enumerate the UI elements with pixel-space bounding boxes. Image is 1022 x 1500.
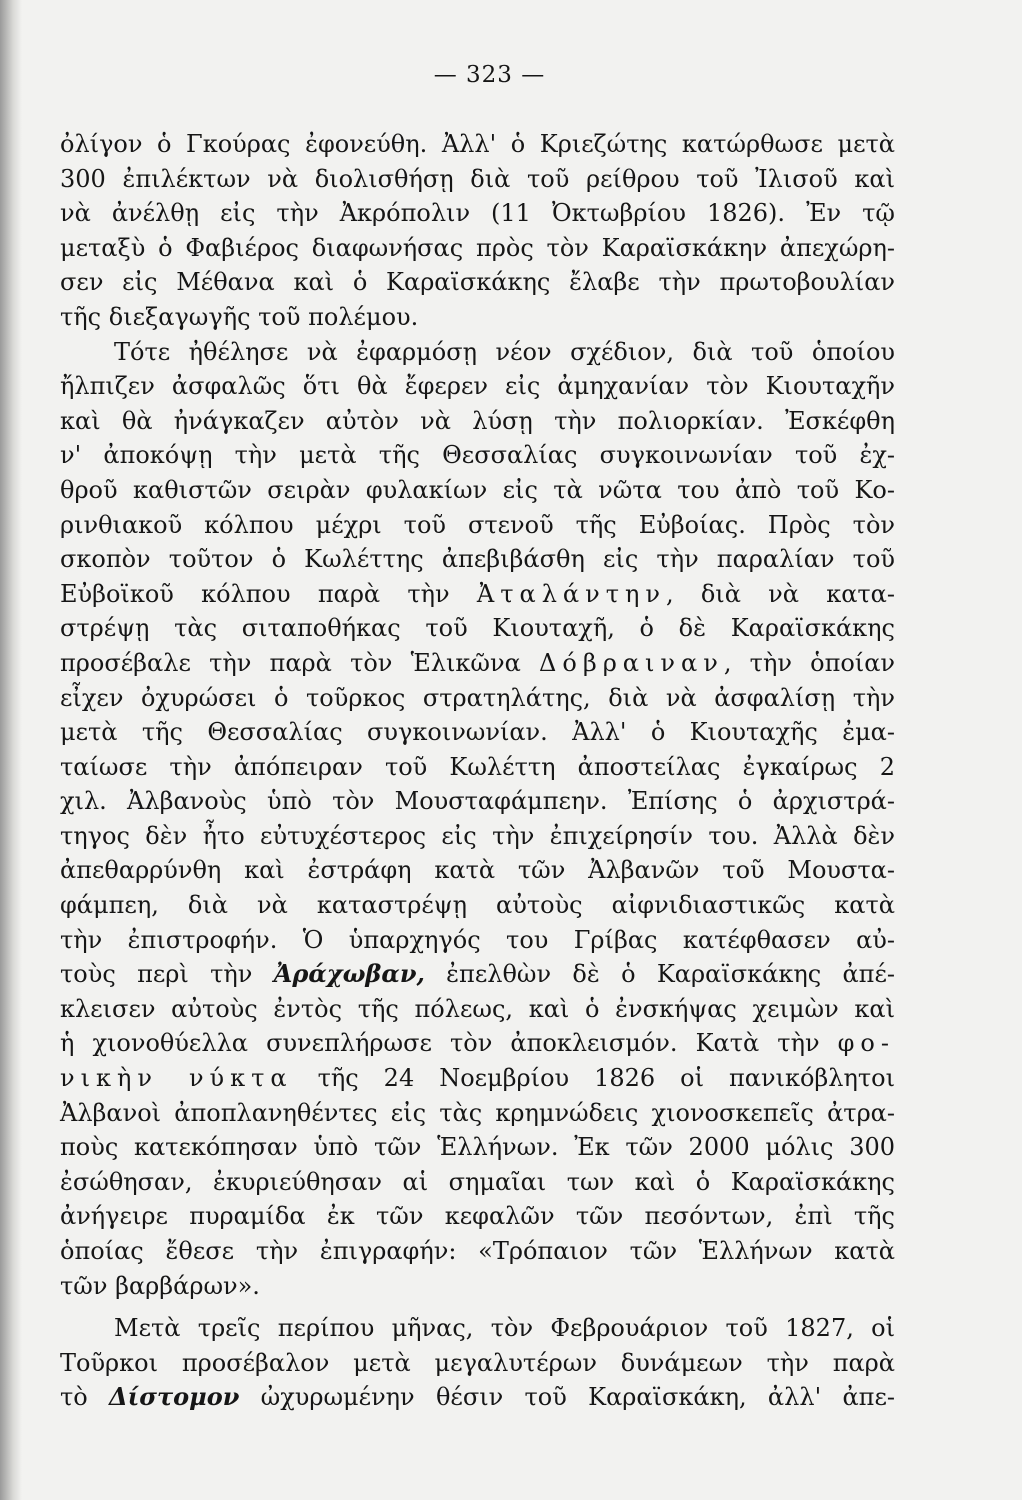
text-line [60, 1061, 895, 1096]
text-line [60, 1165, 895, 1200]
text-span: θροῦ καθιστῶν σειρὰν φυλακίων εἰς τὰ νῶτα του ἀπὸ τοῦ Κο- [60, 475, 895, 504]
text-span: ποὺς κατεκόπησαν ὑπὸ τῶν Ἑλλήνων. Ἐκ τῶν 2000 μόλις 300 [60, 1133, 895, 1162]
text-line [60, 335, 895, 370]
spaced-text: Ἀταλάντην [476, 579, 666, 608]
text-line [60, 1380, 895, 1415]
text-line [60, 784, 895, 819]
text-line [60, 473, 895, 508]
text-line [60, 438, 895, 473]
text-span: χιλ. Ἀλβανοὺς ὑπὸ τὸν Μουσταφάμπεην. Ἐπίσης ὁ ἀρχιστρά- [60, 787, 895, 816]
text-span: , διὰ νὰ κατα- [665, 579, 895, 608]
text-line [60, 853, 895, 888]
text-line [60, 1130, 895, 1165]
spaced-text: νικὴν νύκτα [60, 1064, 293, 1093]
text-span: ἐσώθησαν, ἐκυριεύθησαν αἱ σημαῖαι των καὶ ὁ Καραϊσκάκης [60, 1167, 895, 1196]
text-span: Μετὰ τρεῖς περίπου μῆνας, τὸν Φεβρουάριον τοῦ 1827, οἱ [114, 1314, 895, 1343]
text-span: στρέψῃ τὰς σιταποθήκας τοῦ Κιουταχῆ, ὁ δὲ Καραϊσκάκης [60, 614, 895, 643]
text-span: Ἀλβανοὶ ἀποπλανηθέντες εἰς τὰς κρημνώδεις χιονοσκεπεῖς ἀτρα- [60, 1098, 895, 1127]
text-line [60, 1234, 895, 1269]
text-line [60, 750, 895, 785]
text-span: τῆς 24 Νοεμβρίου 1826 οἱ πανικόβλητοι [292, 1064, 896, 1093]
text-line [60, 542, 895, 577]
text-line [60, 957, 895, 992]
text-span: Εὐβοϊκοῦ κόλπου παρὰ τὴν [60, 579, 477, 608]
text-line [60, 715, 895, 750]
text-line [60, 162, 895, 197]
text-line [60, 992, 895, 1027]
text-line [60, 300, 895, 335]
text-line [60, 127, 895, 162]
text-span: ταίωσε τὴν ἀπόπειραν τοῦ Κωλέττη ἀποστείλας ἐγκαίρως 2 [60, 752, 895, 781]
text-line [60, 1311, 895, 1346]
text-span: ἤλπιζεν ἀσφαλῶς ὅτι θὰ ἔφερεν εἰς ἀμηχανίαν τὸν Κιουταχῆν [60, 372, 895, 401]
text-span: κλεισεν αὐτοὺς ἐντὸς τῆς πόλεως, καὶ ὁ ἐνσκήψας χειμὼν καὶ [60, 994, 895, 1023]
text-span: εἶχεν ὀχυρώσει ὁ τοῦρκος στρατηλάτης, διὰ νὰ ἀσφαλίσῃ τὴν [60, 683, 895, 712]
text-line [60, 646, 895, 681]
text-span: καὶ θὰ ἠνάγκαζεν αὐτὸν νὰ λύσῃ τὴν πολιορκίαν. Ἐσκέφθη [60, 406, 895, 435]
text-line [60, 819, 895, 854]
scan-binding-shadow [0, 0, 22, 1500]
text-span: φάμπεη, διὰ νὰ καταστρέψῃ αὐτοὺς αἰφνιδιαστικῶς κατὰ [60, 891, 895, 920]
text-span: ἐπελθὼν δὲ ὁ Καραϊσκάκης ἀπέ- [424, 960, 895, 989]
text-span: νὰ ἀνέλθῃ εἰς τὴν Ἀκρόπολιν (11 Ὀκτωβρίου 1826). Ἐν τῷ [60, 199, 895, 228]
text-line [60, 611, 895, 646]
text-span: ἡ χιονοθύελλα συνεπλήρωσε τὸν ἀποκλεισμόν. Κατὰ τὴν [60, 1029, 838, 1058]
text-line [60, 1026, 895, 1061]
text-span: ἀπεθαρρύνθη καὶ ἐστράφη κατὰ τῶν Ἀλβανῶν τοῦ Μουστα- [60, 856, 895, 885]
text-span: τὸ [60, 1383, 110, 1412]
text-span: 300 ἐπιλέκτων νὰ διολισθήσῃ διὰ τοῦ ρείθρου τοῦ Ἰλισοῦ καὶ [60, 164, 895, 193]
text-span: ἀνήγειρε πυραμίδα ἐκ τῶν κεφαλῶν τῶν πεσόντων, ἐπὶ τῆς [60, 1202, 895, 1231]
text-line [60, 681, 895, 716]
text-span: τῆς διεξαγωγῆς τοῦ πολέμου. [60, 302, 419, 331]
text-span: προσέβαλε τὴν παρὰ τὸν Ἑλικῶνα [60, 648, 540, 677]
text-span: ὁποίας ἔθεσε τὴν ἐπιγραφήν: «Τρόπαιον τῶν Ἑλλήνων κατὰ [60, 1237, 895, 1265]
text-line [60, 577, 895, 612]
book-page [60, 62, 895, 1415]
text-line [60, 196, 895, 231]
text-span: ν' ἀποκόψῃ τὴν μετὰ τῆς Θεσσαλίας συγκοινωνίαν τοῦ ἐχ- [60, 441, 895, 470]
text-span: τὴν ἐπιστροφήν. Ὁ ὑπαρχηγός του Γρίβας κατέφθασεν αὐ- [60, 925, 895, 954]
text-line [60, 1346, 895, 1381]
text-line [60, 888, 895, 923]
text-span: ρινθιακοῦ κόλπου μέχρι τοῦ στενοῦ τῆς Εὐβοίας. Πρὸς τὸν [60, 510, 895, 539]
text-line [60, 404, 895, 439]
text-span: , τὴν ὁποίαν [723, 648, 896, 677]
text-span: τῶν βαρβάρων». [60, 1271, 260, 1300]
text-span: μετὰ τῆς Θεσσαλίας συγκοινωνίαν. Ἀλλ' ὁ Κιουταχῆς ἐμα- [60, 718, 895, 747]
emphasized-place-name: Ἀράχωβαν, [273, 959, 425, 989]
text-line [60, 265, 895, 300]
text-line [60, 1096, 895, 1131]
text-span: ὠχυρωμένην θέσιν τοῦ Καραϊσκάκη, ἀλλ' ἀπε- [239, 1383, 895, 1412]
text-span: Τοῦρκοι προσέβαλον μετὰ μεγαλυτέρων δυνάμεων τὴν παρὰ [60, 1348, 895, 1377]
page-number: — 323 — [433, 62, 546, 88]
emphasized-place-name: Δίστομον [109, 1382, 240, 1412]
text-span: μεταξὺ ὁ Φαβιέρος διαφωνήσας πρὸς τὸν Καραϊσκάκην ἀπεχώρη- [60, 233, 895, 262]
text-span: τηγος δὲν ἦτο εὐτυχέστερος εἰς τὴν ἐπιχείρησίν του. Ἀλλὰ δὲν [60, 821, 895, 850]
text-line [60, 1199, 895, 1234]
text-line [60, 923, 895, 958]
text-span: σκοπὸν τοῦτον ὁ Κωλέττης ἀπεβιβάσθη εἰς τὴν παραλίαν τοῦ [60, 545, 895, 574]
text-span: τοὺς περὶ τὴν [60, 960, 274, 989]
text-line [60, 231, 895, 266]
text-line [60, 508, 895, 543]
body-text [60, 127, 895, 1415]
text-line [60, 369, 895, 404]
text-span: Τότε ἠθέλησε νὰ ἐφαρμόσῃ νέον σχέδιον, διὰ τοῦ ὁποίου [114, 337, 895, 366]
spaced-text: φο- [837, 1029, 895, 1058]
text-span: σεν εἰς Μέθανα καὶ ὁ Καραϊσκάκης ἔλαβε τὴν πρωτοβουλίαν [60, 268, 895, 297]
text-line [60, 1269, 895, 1304]
spaced-text: Δόβραιναν [539, 648, 724, 677]
text-span: ὀλίγον ὁ Γκούρας ἐφονεύθη. Ἀλλ' ὁ Κριεζώτης κατώρθωσε μετὰ [60, 130, 895, 158]
